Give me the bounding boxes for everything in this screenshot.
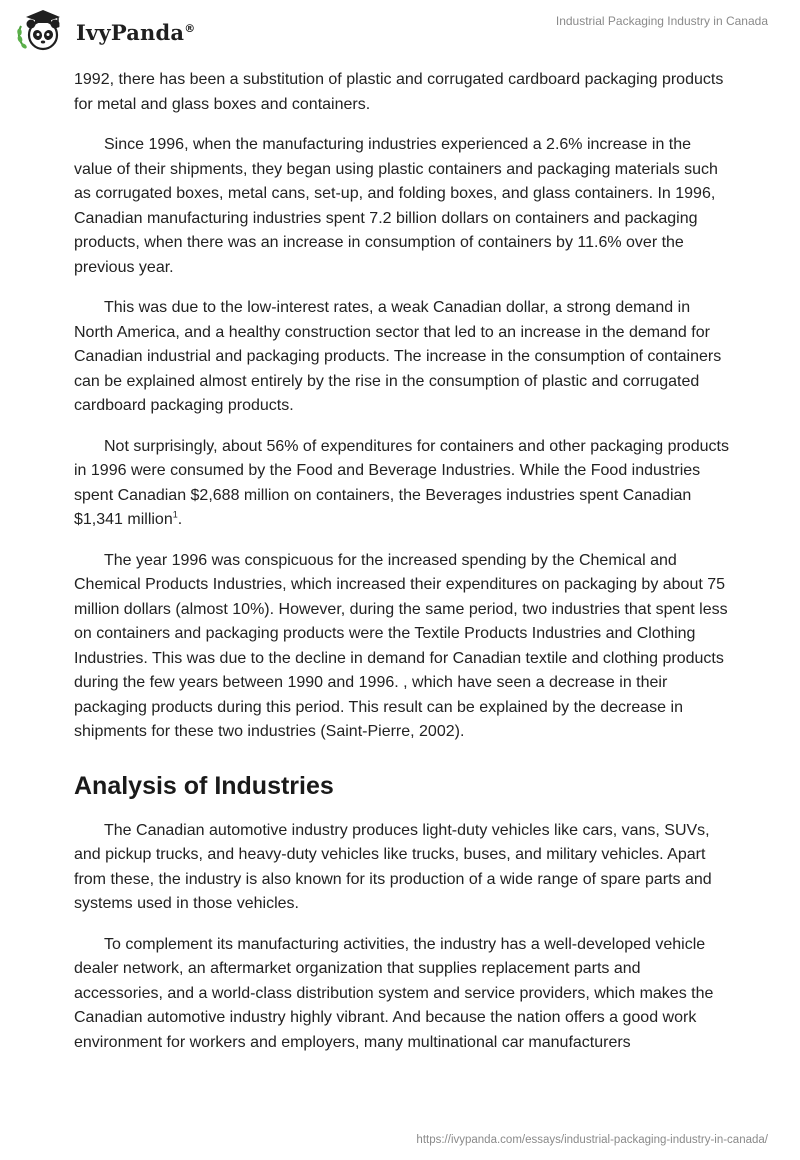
paragraph: 1992, there has been a substitution of plastic and corrugated cardboard packaging products for metal and glass boxes and containers. xyxy=(74,71,724,113)
document-title: Industrial Packaging Industry in Canada xyxy=(555,14,768,28)
paragraph-with-footnote xyxy=(74,435,729,533)
source-url-link[interactable]: https://ivypanda.com/essays/industrial-packaging-industry-in-canada/ xyxy=(416,1134,768,1146)
paragraph-text: Not surprisingly, about 56% of expenditures for containers and other packaging products in 1996 were consumed by the Food and Beverage Industries. While the Food industries spent Canadian $2,688 million on containers, the Beverages industries spent Canadian $1,341 million xyxy=(74,437,729,528)
paragraph: This was due to the low-interest rates, a weak Canadian dollar, a strong demand in North America, and a healthy construction sector that led to an increase in the demand for Canadian industrial and packaging products. The increase in the consumption of containers can be explained almost entirely by the rise in the consumption of plastic and corrugated cardboard packaging products. xyxy=(74,299,722,414)
paragraph: The year 1996 was conspicuous for the increased spending by the Chemical and Chemical Products Industries, which increased their expenditures on packaging by about 75 million dollars (almost 10%). However, during the same period, two industries that spent less on containers and packaging products were the Textile Products Industries and Clothing Industries. This was due to the decline in demand for Canadian textile and clothing products during the few years between 1990 and 1996. , which have seen a decrease in their packaging products during this period. This result can be explained by the decrease in shipments for these two industries (Saint-Pierre, 2002). xyxy=(74,551,728,740)
section-heading: Analysis of Industries xyxy=(74,771,334,800)
paragraph: To complement its manufacturing activities, the industry has a well-developed vehicle dealer network, an aftermarket organization that supplies replacement parts and accessories, and a world-class distribution system and service providers, which makes the Canadian automotive industry highly vibrant. And because the nation offers a good work environment for workers and employers, many multinational car manufacturers xyxy=(74,935,714,1051)
essay-body xyxy=(74,68,729,1071)
panda-graduate-icon xyxy=(16,8,70,52)
paragraph-end: . xyxy=(177,511,183,528)
footnote-reference[interactable]: 1 xyxy=(172,509,178,520)
ivypanda-logo[interactable] xyxy=(16,8,195,52)
paragraph: Since 1996, when the manufacturing industries experienced a 2.6% increase in the value of their shipments, they began using plastic containers and packaging materials such as corrugated boxes, metal cans, set-up, and folding boxes, and glass containers. In 1996, Canadian manufacturing industries spent 7.2 billion dollars on containers and packaging products, when there was an increase in consumption of containers by 11.6% over the previous year. xyxy=(74,136,718,276)
paragraph: The Canadian automotive industry produces light-duty vehicles like cars, vans, SUVs, and pickup trucks, and heavy-duty vehicles like trucks, buses, and military vehicles. Apart from these, the industry is also known for its production of a wide range of spare parts and systems used in those vehicles. xyxy=(74,821,712,912)
logo-wordmark: IvyPanda® xyxy=(76,19,196,45)
page-header xyxy=(0,0,800,64)
